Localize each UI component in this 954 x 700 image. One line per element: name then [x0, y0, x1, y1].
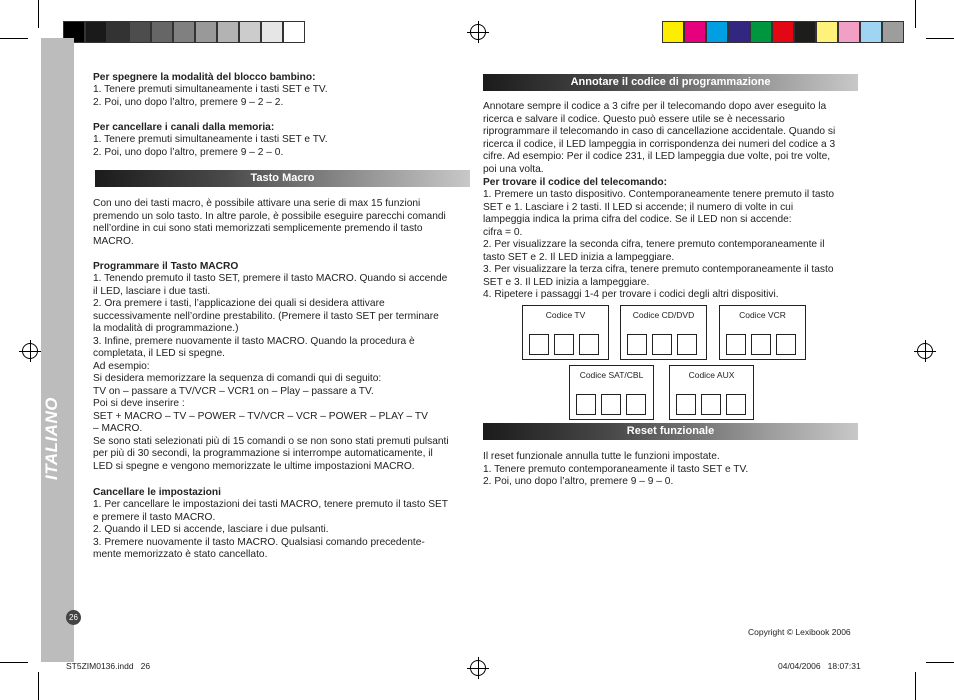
color-swatch [151, 21, 173, 43]
crop-mark [915, 672, 916, 700]
trovare-title: Per trovare il codice del telecomando: [483, 177, 668, 188]
code-box-sat-cbl [569, 365, 654, 420]
copyright: Copyright © Lexibook 2006 [748, 627, 851, 637]
crop-mark [0, 662, 28, 663]
color-swatch [283, 21, 305, 43]
language-label [42, 448, 62, 480]
cancel-text: 1. Per cancellare le impostazioni dei tasti MACRO, tenere premuto il tasto SET e premere il tasto MACRO. 2. Quando il LED si accende, lasciare i due pulsanti. 3. Premere nuovamente il tasto MACRO. Qualsiasi comando precedente- mente memorizzato è stato cancellato. [93, 499, 449, 560]
code-box-cd-dvd [620, 305, 707, 360]
color-swatch [107, 21, 129, 43]
registration-mark-icon [470, 24, 486, 40]
color-swatch [816, 21, 838, 43]
registration-mark-icon [470, 660, 486, 676]
color-swatch [261, 21, 283, 43]
color-swatch [750, 21, 772, 43]
code-box-vcr [719, 305, 806, 360]
crop-mark [926, 662, 954, 663]
color-swatch [728, 21, 750, 43]
section-header-macro: Tasto Macro [95, 170, 470, 187]
color-swatch [838, 21, 860, 43]
date-info: 04/04/2006 18:07:31 [778, 661, 861, 671]
block1-text: 1. Tenere premuti simultaneamente i tasti SET e TV. 2. Poi, uno dopo l’altro, premere 9 – 2 – 2. [93, 84, 328, 108]
crop-mark [0, 38, 28, 39]
trovare-text: 1. Premere un tasto dispositivo. Contemporaneamente tenere premuto il tasto SET e 1. Lasciare i 2 tasti. Il LED si accende; il numero di volte in cui lampeggia indica la prima cifra del codice. Se il LED non si accende: cifra = 0. 2. Per visualizzare la seconda cifra, tenere premuto contemporaneamente il tasto SET e 2. Il LED inizia a lampeggiare. 3. Per visualizzare la terza cifra, tenere premuto contemporaneamente il tasto SET e 3. Il LED inizia a lampeggiare. 4. Ripetere i passaggi 1-4 per trovare i codici degli altri dispositivi. [483, 189, 835, 300]
code-box-label: Codice CD/DVD [632, 310, 695, 320]
file-info: ST5ZIM0136.indd 26 [66, 661, 151, 671]
block2-title: Per cancellare i canali dalla memoria: [93, 122, 275, 133]
page-number: 26 [66, 610, 81, 625]
code-box-label: Codice TV [545, 310, 586, 320]
crop-mark [926, 38, 954, 39]
section-header-annotare: Annotare il codice di programmazione [483, 74, 858, 91]
block2-text: 1. Tenere premuti simultaneamente i tasti SET e TV. 2. Poi, uno dopo l’altro, premere 9 – 2 – 0. [93, 134, 328, 158]
color-swatch [173, 21, 195, 43]
registration-mark-icon [917, 343, 933, 359]
crop-mark [915, 0, 916, 28]
gray-color-bar [63, 21, 305, 43]
color-swatch [860, 21, 882, 43]
macro-intro: Con uno dei tasti macro, è possibile attivare una serie di max 15 funzioni premendo un solo tasto. In altre parole, è possibile eseguire parecchi comandi nell’ordine in cui sono stati memorizzati semplicemente premendo il tasto MACRO. [93, 198, 446, 247]
section-header-reset: Reset funzionale [483, 423, 858, 440]
crop-mark [38, 672, 39, 700]
color-swatch [772, 21, 794, 43]
color-swatch [195, 21, 217, 43]
color-swatch [239, 21, 261, 43]
color-swatch [684, 21, 706, 43]
reset-text: Il reset funzionale annulla tutte le funzioni impostate. 1. Tenere premuto contemporaneamente il tasto SET e TV. 2. Poi, uno dopo l’altro, premere 9 – 9 – 0. [483, 451, 749, 487]
code-box-label: Codice AUX [688, 370, 735, 380]
color-swatch [662, 21, 684, 43]
color-swatch [706, 21, 728, 43]
prog-text: 1. Tenendo premuto il tasto SET, premere il tasto MACRO. Quando si accende il LED, lasciare i due tasti. 2. Ora premere i tasti, l’applicazione dei quali si desidera attivare successivamente nell’ordine prestabilito. (Premere il tasto SET per terminare la modalità di programmazione.) 3. Infine, premere nuovamente il tasto MACRO. Quando la procedura è completata, il LED si spegne. Ad esempio: Si desidera memorizzare la sequenza di comandi qui di seguito: TV on – passare a TV/VCR – VCR1 on – Play – passare a TV. Poi si deve inserire : SET + MACRO – TV – POWER – TV/VCR – VCR – POWER – PLAY – TV – MACRO. Se sono stati selezionati più di 15 comandi o se non sono stati premuti pulsanti per più di 30 secondi, la programmazione si interrompe automaticamente, il LED si spegne e vengono memorizzate le ultime impostazioni MACRO. [93, 273, 449, 472]
language-sidebar [41, 38, 74, 662]
crop-mark [38, 0, 39, 28]
color-swatch [85, 21, 107, 43]
code-box-label: Codice VCR [739, 310, 786, 320]
registration-mark-icon [22, 343, 38, 359]
code-box-label: Codice SAT/CBL [579, 370, 644, 380]
block1-title: Per spegnere la modalità del blocco bambino: [93, 72, 316, 83]
process-color-bar [662, 21, 904, 43]
color-swatch [129, 21, 151, 43]
color-swatch [882, 21, 904, 43]
cancel-title: Cancellare le impostazioni [93, 487, 221, 498]
color-swatch [794, 21, 816, 43]
annotare-text: Annotare sempre il codice a 3 cifre per il telecomando dopo aver eseguito la ricerca e salvare il codice. Questo può essere utile se è necessario riprogrammare il telecomando in caso di cancellazione accidentale. Quando si ricerca il codice, il LED lampeggia in corrispondenza dei numeri del codice a 3 cifre. Ad esempio: Per il codice 231, il LED lampeggia due volte, poi tre volte, poi una volta. [483, 101, 836, 175]
code-box-tv [522, 305, 609, 360]
prog-title: Programmare il Tasto MACRO [93, 261, 239, 272]
color-swatch [217, 21, 239, 43]
code-box-aux [669, 365, 754, 420]
